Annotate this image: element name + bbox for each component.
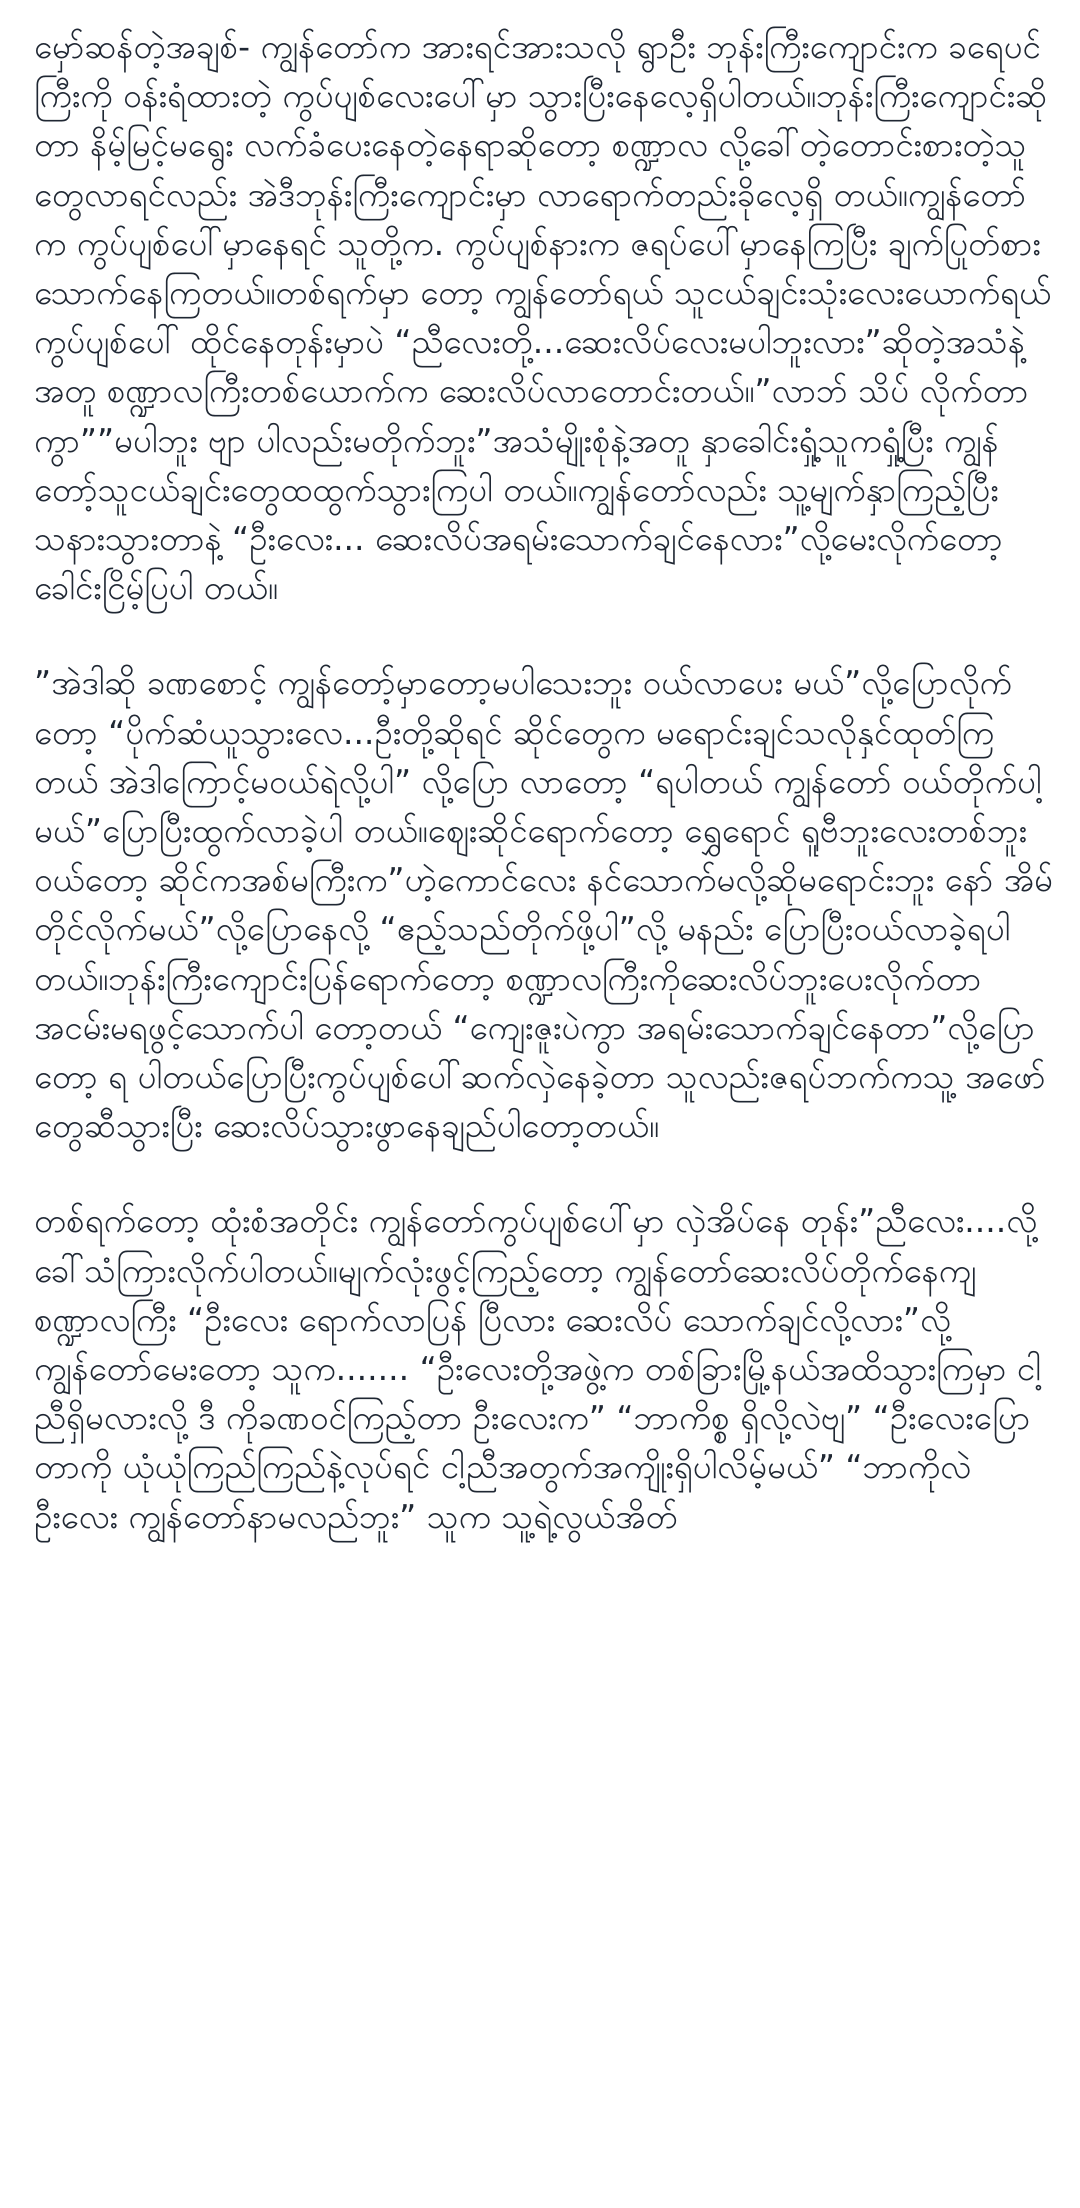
article-body (34, 22, 1054, 1541)
article-paragraph-2: ”အဲဒါဆို ခဏစောင့် ကျွန်တော့်မှာတော့မပါသေးဘူး ဝယ်လာပေး မယ်”လို့ပြောလိုက်တော့ “ပိုက်ဆံယူသွားလေ...ဦးတို့ဆိုရင် ဆိုင်တွေက မရောင်းချင်သလိုနှင်ထုတ်ကြတယ် အဲဒါကြောင့်မဝယ်ရဲလို့ပါ” လို့ပြော လာတော့ “ရပါတယ် ကျွန်တော် ဝယ်တိုက်ပါ့မယ်”ပြောပြီးထွက်လာခဲ့ပါ တယ်။ဈေးဆိုင်ရောက်တော့ ရွှေရောင် ရူဗီဘူးလေးတစ်ဘူးဝယ်တော့ ဆိုင်ကအစ်မကြီးက”ဟဲ့ကောင်လေး နင်သောက်မလို့ဆိုမရောင်းဘူး နော် အိမ်တိုင်လိုက်မယ်”လို့ပြောနေလို့ “ဧည့်သည်တိုက်ဖို့ပါ”လို့ မနည်း ပြောပြီးဝယ်လာခဲ့ရပါတယ်။ဘုန်းကြီးကျောင်းပြန်ရောက်တော့ စဏ္ဍာလကြီးကိုဆေးလိပ်ဘူးပေးလိုက်တာ အငမ်းမရဖွင့်သောက်ပါ တော့တယ် “ကျေးဇူးပဲကွာ အရမ်းသောက်ချင်နေတာ”လို့ပြောတော့ ရ ပါတယ်ပြောပြီးကွပ်ပျစ်ပေါ်ဆက်လှဲနေခဲ့တာ သူလည်းဇရပ်ဘက်ကသူ့ အဖော်တွေဆီသွားပြီး ဆေးလိပ်သွားဖွာနေချည်ပါတော့တယ်။ (34, 663, 1053, 1146)
article-paragraph-1: မှော်ဆန်တဲ့အချစ်- ကျွန်တော်က အားရင်အားသလို ရွာဦး ဘုန်းကြီးကျောင်းက ခရေပင်ကြီးကို ဝန်းရံထားတဲ့ ကွပ်ပျစ်လေးပေါ်မှာ သွားပြီးနေလေ့ရှိပါတယ်။ဘုန်းကြီးကျောင်းဆိုတာ နိမ့်မြင့်မရွေး လက်ခံပေးနေတဲ့နေရာဆိုတော့ စဏ္ဍာလ လို့ခေါ်တဲ့တောင်းစားတဲ့သူ တွေလာရင်လည်း အဲဒီဘုန်းကြီးကျောင်းမှာ လာရောက်တည်းခိုလေ့ရှိ တယ်။ကျွန်တော်က ကွပ်ပျစ်ပေါ်မှာနေရင် သူတို့က. ကွပ်ပျစ်နားက ဇရပ်ပေါ်မှာနေကြပြီး ချက်ပြုတ်စားသောက်နေကြတယ်။တစ်ရက်မှာ တော့ ကျွန်တော်ရယ် သူငယ်ချင်းသုံးလေးယောက်ရယ် ကွပ်ပျစ်ပေါ် ထိုင်နေတုန်းမှာပဲ “ညီလေးတို့...ဆေးလိပ်လေးမပါဘူးလား”ဆိုတဲ့အသံနဲ့ အတူ စဏ္ဍာလကြီးတစ်ယောက်က ဆေးလိပ်လာတောင်းတယ်။”လာဘ် သိပ် လိုက်တာကွာ””မပါဘူး ဗျာ ပါလည်းမတိုက်ဘူး”အသံမျိုးစုံနဲ့အတူ နှာခေါင်းရှုံ့သူကရှုံ့ပြီး ကျွန်တော့်သူငယ်ချင်းတွေထထွက်သွားကြပါ တယ်။ကျွန်တော်လည်း သူ့မျက်နှာကြည့်ပြီးသနားသွားတာနဲ့ “ဦးလေး... ဆေးလိပ်အရမ်းသောက်ချင်နေလား”လို့မေးလိုက်တော့ ခေါင်းငြိမ့်ပြပါ တယ်။ (34, 27, 1052, 608)
article-paragraph-3: တစ်ရက်တော့ ထုံးစံအတိုင်း ကျွန်တော်ကွပ်ပျစ်ပေါ်မှာ လှဲအိပ်နေ တုန်း”ညီလေး....လို့ခေါ်သံကြားလိုက်ပါတယ်။မျက်လုံးဖွင့်ကြည့်တော့ ကျွန်တော်ဆေးလိပ်တိုက်နေကျ စဏ္ဍာလကြီး “ဦးလေး ရောက်လာပြန် ပြီလား ဆေးလိပ် သောက်ချင်လို့လား”လို့ကျွန်တော်မေးတော့ သူက....... “ဦးလေးတို့အဖွဲ့က တစ်ခြားမြို့နယ်အထိသွားကြမှာ ငါ့ညီရှိမလားလို့ ဒီ ကိုခဏဝင်ကြည့်တာ ဦးလေးက” “ဘာကိစ္စ ရှိလို့လဲဗျ” “ဦးလေးပြော တာကို ယုံယုံကြည်ကြည်နဲ့လုပ်ရင် ငါ့ညီအတွက်အကျိုးရှိပါလိမ့်မယ်” “ဘာကိုလဲ ဦးလေး ကျွန်တော်နာမလည်ဘူး” သူက သူ့ရဲ့လွယ်အိတ် (34, 1201, 1041, 1536)
